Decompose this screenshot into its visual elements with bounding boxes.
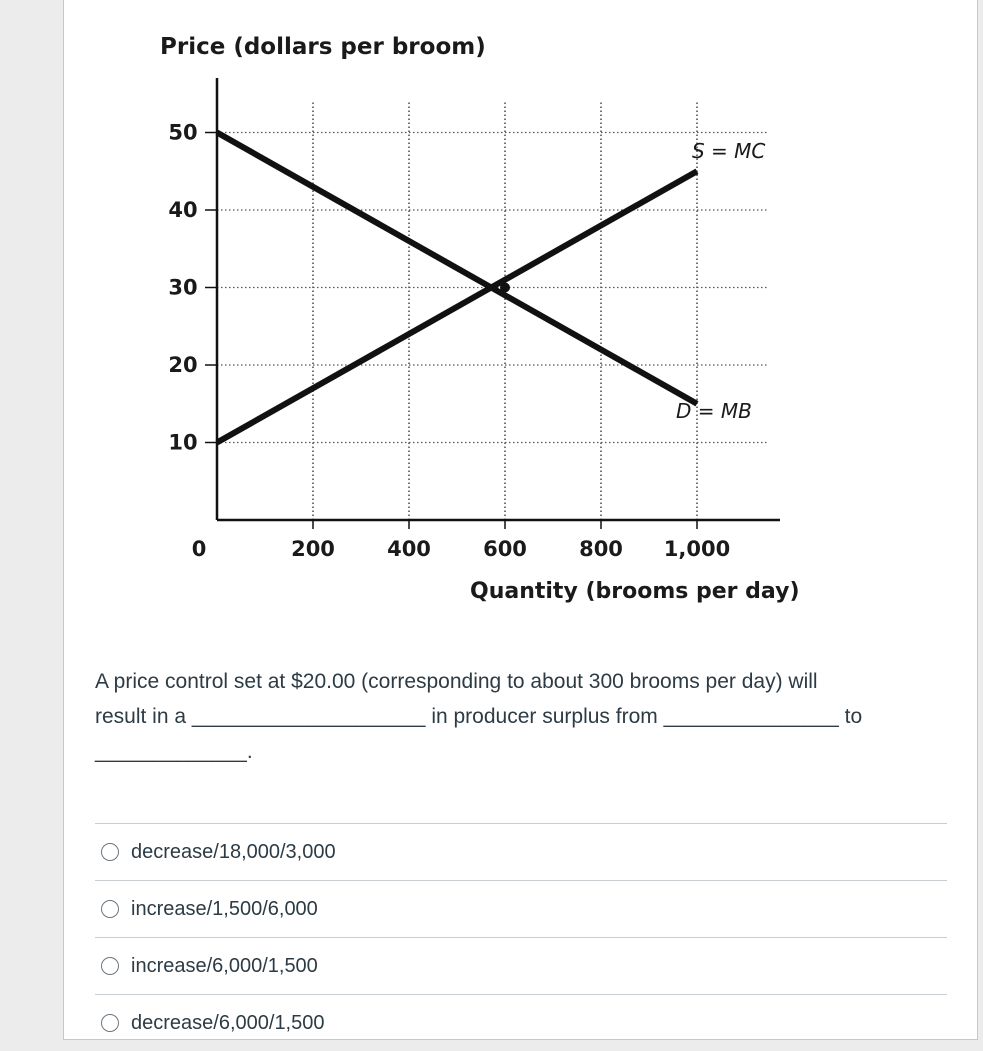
answer-option[interactable] — [95, 823, 947, 880]
answer-option[interactable] — [95, 994, 947, 1051]
y-tick-label: 20 — [168, 353, 198, 377]
demand-curve — [217, 133, 697, 404]
radio-icon[interactable] — [101, 843, 119, 861]
blank-1: ____________________ — [191, 705, 426, 728]
y-tick-label: 10 — [168, 430, 198, 455]
answer-option[interactable] — [95, 937, 947, 994]
x-tick-label: 200 — [291, 537, 335, 561]
chart-curves — [217, 133, 765, 443]
chart-grid — [217, 100, 768, 520]
x-tick-label: 800 — [579, 537, 623, 561]
question-text — [95, 664, 925, 769]
x-origin-label: 0 — [191, 537, 207, 561]
question-text-a: result in a — [95, 705, 187, 728]
question-line-2 — [95, 699, 925, 734]
option-label: increase/6,000/1,500 — [131, 954, 318, 977]
x-tick-label: 400 — [387, 537, 431, 561]
chart-ticks — [168, 121, 730, 562]
supply-curve — [217, 171, 697, 442]
y-axis-title: Price (dollars per broom) — [160, 34, 486, 60]
radio-icon[interactable] — [101, 900, 119, 918]
option-label: increase/1,500/6,000 — [131, 897, 318, 920]
option-label: decrease/6,000/1,500 — [131, 1011, 325, 1034]
blank-2: _______________ — [663, 705, 839, 728]
y-tick-label: 40 — [168, 198, 198, 222]
y-tick-label: 30 — [168, 275, 198, 300]
blank-3: _____________. — [95, 740, 253, 763]
y-tick-label: 50 — [168, 120, 198, 145]
question-line-1: A price control set at $20.00 (corresponding to about 300 brooms per day) will — [95, 670, 818, 693]
x-tick-label: 600 — [483, 537, 527, 561]
demand-curve-label: D = MB — [676, 399, 752, 423]
option-label: decrease/18,000/3,000 — [131, 840, 336, 863]
x-tick-label: 1,000 — [663, 537, 731, 561]
question-text-b: in producer surplus from — [431, 705, 658, 728]
question-text-c: to — [844, 705, 863, 728]
answer-option[interactable] — [95, 880, 947, 937]
supply-curve-label: S = MC — [692, 139, 766, 163]
x-axis-title: Quantity (brooms per day) — [470, 579, 800, 604]
equilibrium-point — [500, 283, 510, 293]
radio-icon[interactable] — [101, 1014, 119, 1032]
radio-icon[interactable] — [101, 957, 119, 975]
question-line-3 — [95, 734, 925, 769]
answer-options — [95, 823, 947, 1051]
